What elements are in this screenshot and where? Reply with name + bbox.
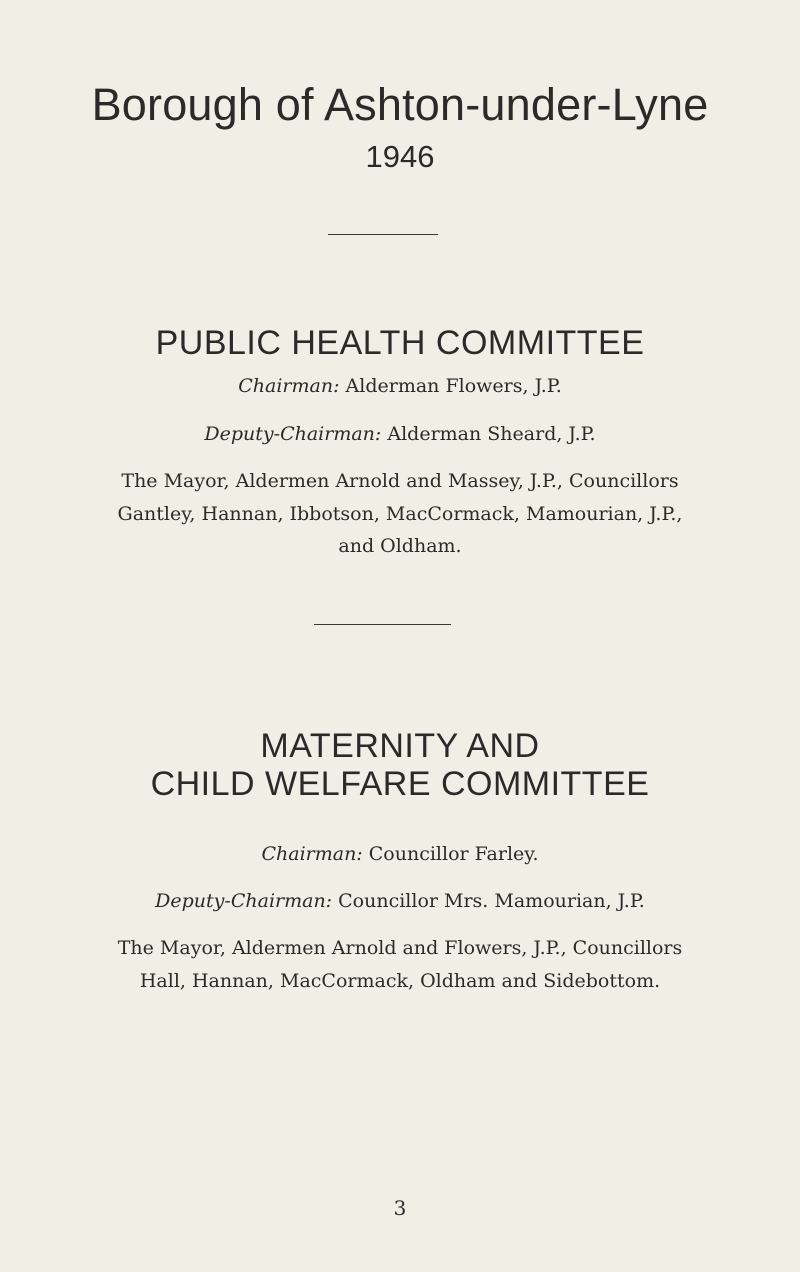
maternity-heading-line: CHILD WELFARE COMMITTEE <box>150 765 650 803</box>
maternity-deputy <box>0 888 800 914</box>
divider-rule <box>328 234 438 235</box>
deputy-role: Deputy-Chairman: <box>204 423 382 445</box>
borough-title: Borough of Ashton-under-Lyne <box>91 79 709 130</box>
public-health-chairman <box>0 373 800 399</box>
public-health-heading: PUBLIC HEALTH COMMITTEE <box>155 324 645 362</box>
maternity-members-line: Hall, Hannan, MacCormack, Oldham and Sidebottom. <box>139 970 661 992</box>
page-number: 3 <box>393 1196 407 1220</box>
chairman-name: Councillor Farley. <box>368 843 539 865</box>
public-health-members-line: The Mayor, Aldermen Arnold and Massey, J.P., Councillors <box>121 470 679 492</box>
chairman-name: Alderman Flowers, J.P. <box>345 375 562 397</box>
deputy-name: Councillor Mrs. Mamourian, J.P. <box>338 890 645 912</box>
chairman-role: Chairman: <box>261 843 363 865</box>
public-health-deputy <box>0 421 800 447</box>
year: 1946 <box>365 139 435 174</box>
maternity-members-line: The Mayor, Aldermen Arnold and Flowers, J.P., Councillors <box>117 937 683 959</box>
public-health-members-line: and Oldham. <box>338 535 462 557</box>
public-health-members-line: Gantley, Hannan, Ibbotson, MacCormack, Mamourian, J.P., <box>117 503 683 525</box>
divider-rule <box>314 624 451 625</box>
deputy-role: Deputy-Chairman: <box>155 890 333 912</box>
deputy-name: Alderman Sheard, J.P. <box>387 423 596 445</box>
chairman-role: Chairman: <box>238 375 340 397</box>
maternity-chairman <box>0 841 800 867</box>
maternity-heading-line: MATERNITY AND <box>260 727 540 765</box>
